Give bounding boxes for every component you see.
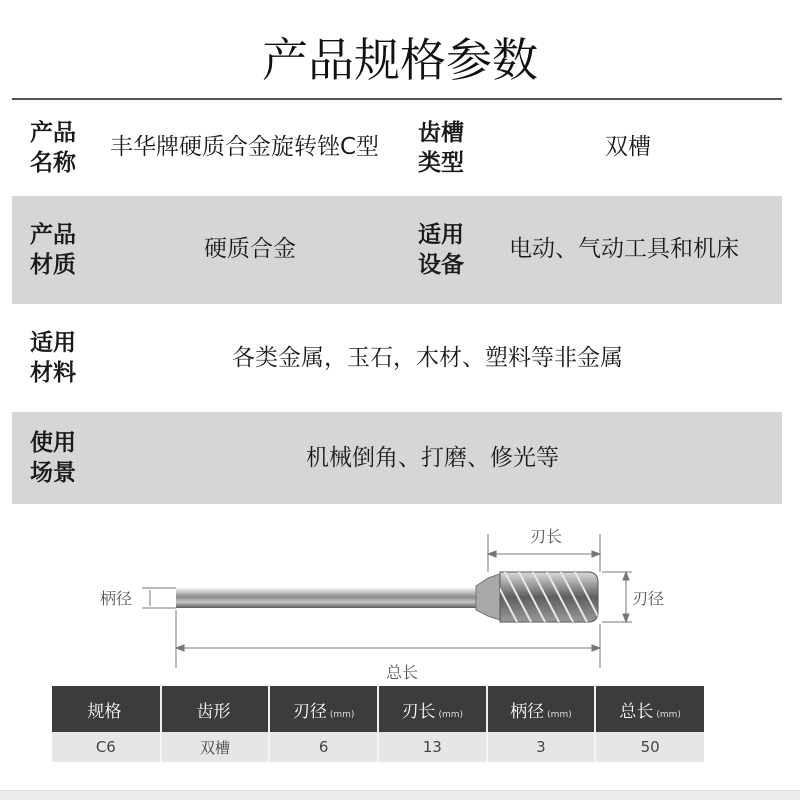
cell-shank-diameter: 3 xyxy=(487,732,596,762)
label-applicable-materials: 适用材料 xyxy=(30,330,76,386)
spec-row-usage-scenario xyxy=(12,412,782,504)
label-product-material: 产品材质 xyxy=(30,222,76,278)
cell-blade-length: 13 xyxy=(378,732,487,762)
shank-diameter-label: 柄径 xyxy=(100,589,133,608)
value-applicable-equipment: 电动、气动工具和机床 xyxy=(509,236,739,262)
spec-table-header xyxy=(52,686,704,732)
cell-total-length: 50 xyxy=(595,732,704,762)
header-total-length: 总长 (mm) xyxy=(595,686,704,732)
cell-flute: 双槽 xyxy=(161,732,270,762)
header-shank-diameter: 柄径 (mm) xyxy=(487,686,596,732)
blade-length-label: 刃长 xyxy=(529,527,563,546)
value-usage-scenario: 机械倒角、打磨、修光等 xyxy=(306,445,559,471)
spec-row-material xyxy=(12,196,782,304)
value-flute-type: 双槽 xyxy=(605,134,651,160)
spec-table xyxy=(52,686,704,762)
burr-dimension-diagram xyxy=(80,512,720,690)
total-length-label: 总长 xyxy=(385,663,419,682)
blade-diameter-dimension xyxy=(602,572,632,622)
header-blade-diameter: 刃径 (mm) xyxy=(269,686,378,732)
label-applicable-equipment: 适用设备 xyxy=(418,222,464,278)
shank-diameter-dimension xyxy=(142,588,176,608)
label-product-name: 产品名称 xyxy=(30,120,76,176)
header-spec: 规格 xyxy=(52,686,161,732)
burr-shank xyxy=(176,588,476,608)
value-product-name: 丰华牌硬质合金旋转锉C型 xyxy=(110,134,380,160)
value-applicable-materials: 各类金属，玉石，木材、塑料等非金属 xyxy=(232,345,623,371)
label-flute-type: 齿槽类型 xyxy=(418,120,464,176)
cell-spec: C6 xyxy=(52,732,161,762)
bottom-bar xyxy=(0,790,800,800)
table-row xyxy=(52,732,704,762)
spec-row-product-name xyxy=(12,100,782,194)
value-product-material: 硬质合金 xyxy=(204,236,296,262)
page-title: 产品规格参数 xyxy=(262,33,538,87)
header-blade-length: 刃长 (mm) xyxy=(378,686,487,732)
header-flute: 齿形 xyxy=(161,686,270,732)
burr-neck xyxy=(476,574,500,620)
spec-row-applicable-materials xyxy=(12,306,782,410)
label-usage-scenario: 使用场景 xyxy=(30,430,76,486)
cell-blade-diameter: 6 xyxy=(269,732,378,762)
blade-diameter-label: 刃径 xyxy=(632,589,665,608)
